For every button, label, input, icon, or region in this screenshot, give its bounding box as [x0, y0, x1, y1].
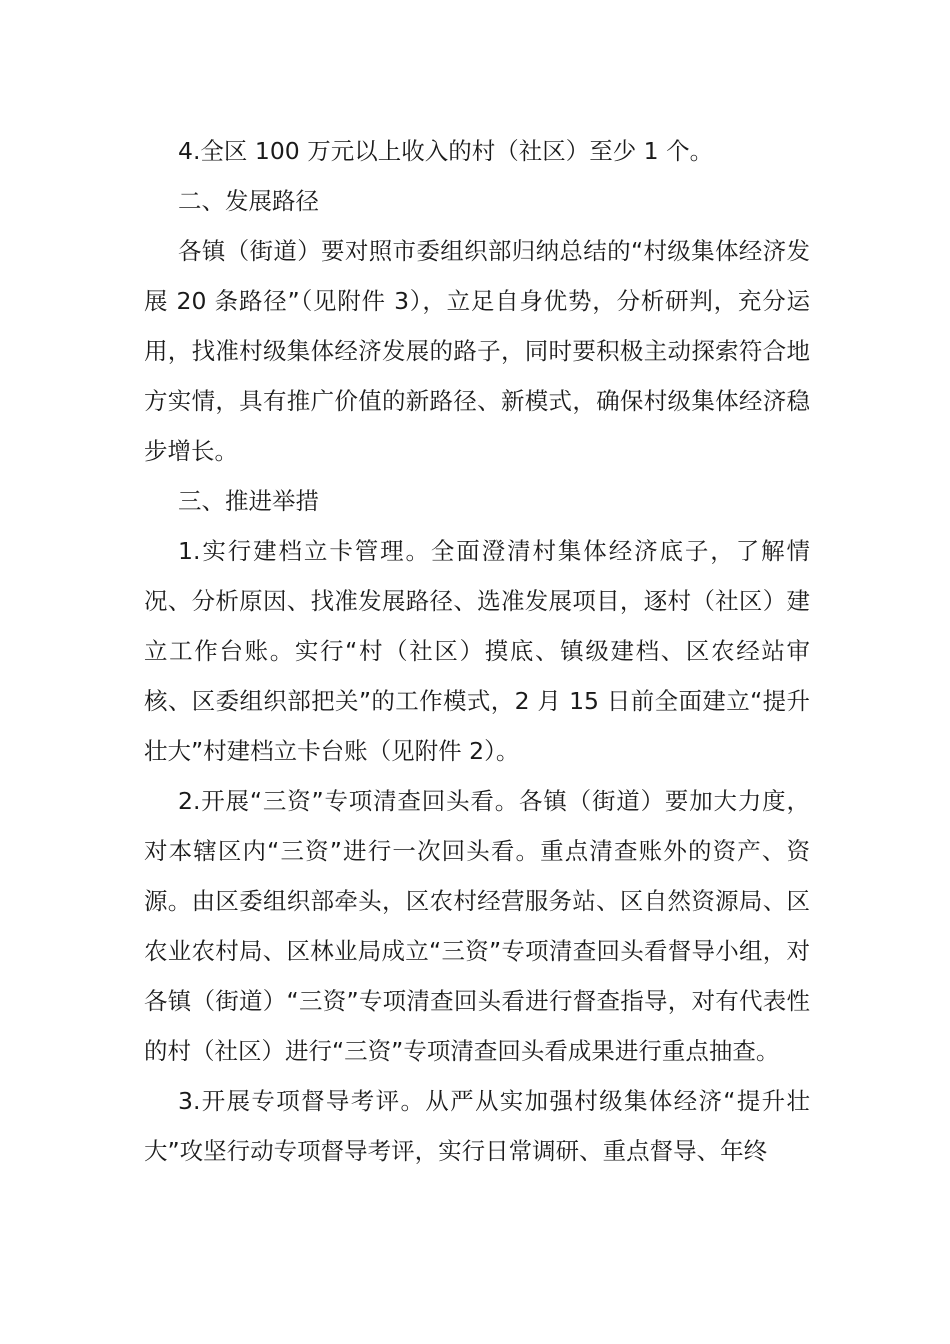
section-heading-measures: 三、推进举措 — [178, 487, 319, 515]
paragraph-target-item-4: 4.全区 100 万元以上收入的村（社区）至少 1 个。 — [178, 137, 714, 165]
paragraph-measure-1: 1.实行建档立卡管理。全面澄清村集体经济底子，了解情况、分析原因、找准发展路径、选准发展项目，逐村（社区）建立工作台账。实行“村（社区）摸底、镇级建档、区农经站审核、区委组织部把关”的工作模式，2 月 15 日前全面建立“提升壮大”村建档立卡台账（见附件 2）。 — [144, 537, 810, 765]
paragraph-measure-3: 3.开展专项督导考评。从严从实加强村级集体经济“提升壮大”攻坚行动专项督导考评，实行日常调研、重点督导、年终 — [144, 1087, 810, 1165]
paragraph-development-path: 各镇（街道）要对照市委组织部归纳总结的“村级集体经济发展 20 条路径”（见附件 3），立足自身优势，分析研判，充分运用，找准村级集体经济发展的路子，同时要积极主动探索符合地方实情，具有推广价值的新路径、新模式，确保村级集体经济稳步增长。 — [144, 237, 810, 465]
section-heading-development-path: 二、发展路径 — [178, 187, 319, 215]
document-body — [144, 126, 810, 1176]
paragraph-measure-2: 2.开展“三资”专项清查回头看。各镇（街道）要加大力度，对本辖区内“三资”进行一次回头看。重点清查账外的资产、资源。由区委组织部牵头，区农村经营服务站、区自然资源局、区农业农村局、区林业局成立“三资”专项清查回头看督导小组，对各镇（街道）“三资”专项清查回头看进行督查指导，对有代表性的村（社区）进行“三资”专项清查回头看成果进行重点抽查。 — [144, 787, 810, 1065]
